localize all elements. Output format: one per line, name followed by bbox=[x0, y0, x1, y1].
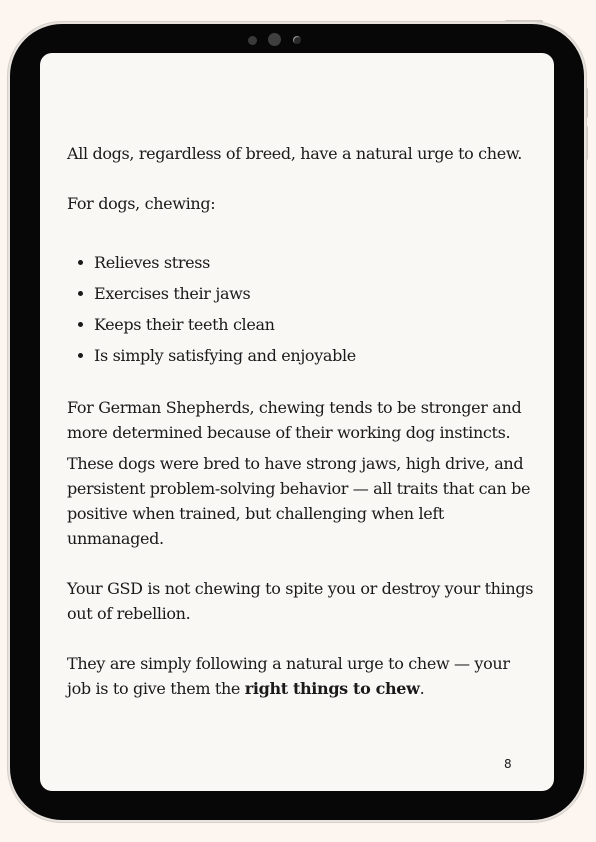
spite-paragraph: Your GSD is not chewing to spite you or destroy your things out of rebellion. bbox=[67, 579, 534, 623]
list-item: Exercises their jaws bbox=[67, 281, 537, 312]
gsd-paragraph: For German Shepherds, chewing tends to be stronger and more determined because of their working dog instincts. bbox=[67, 398, 522, 442]
final-text-bold: right things to chew bbox=[244, 679, 420, 698]
final-paragraph bbox=[67, 651, 537, 701]
volume-down-button[interactable] bbox=[585, 126, 588, 160]
screen bbox=[40, 53, 554, 791]
page-number: 8 bbox=[504, 757, 512, 771]
document-body bbox=[67, 141, 537, 701]
list-item: Relieves stress bbox=[67, 250, 537, 281]
volume-up-button[interactable] bbox=[585, 88, 588, 118]
lead-in-paragraph: For dogs, chewing: bbox=[67, 194, 216, 213]
list-item: Is simply satisfying and enjoyable bbox=[67, 343, 537, 374]
camera-icon bbox=[268, 33, 281, 46]
camera-bar bbox=[246, 33, 306, 47]
sensor-icon bbox=[293, 36, 301, 44]
top-button[interactable] bbox=[505, 20, 543, 23]
list-item: Keeps their teeth clean bbox=[67, 312, 537, 343]
sensor-icon bbox=[248, 36, 257, 45]
bred-paragraph: These dogs were bred to have strong jaws, high drive, and persistent problem-solving behavior — all traits that can be positive when trained, but challenging when left unmanaged. bbox=[67, 454, 531, 548]
final-text-end: . bbox=[419, 679, 425, 698]
intro-paragraph: All dogs, regardless of breed, have a natural urge to chew. bbox=[67, 144, 523, 163]
final-text-start: They are simply following a natural urge to chew — your job is to give them the bbox=[67, 654, 510, 698]
chewing-benefits-list bbox=[67, 250, 537, 374]
